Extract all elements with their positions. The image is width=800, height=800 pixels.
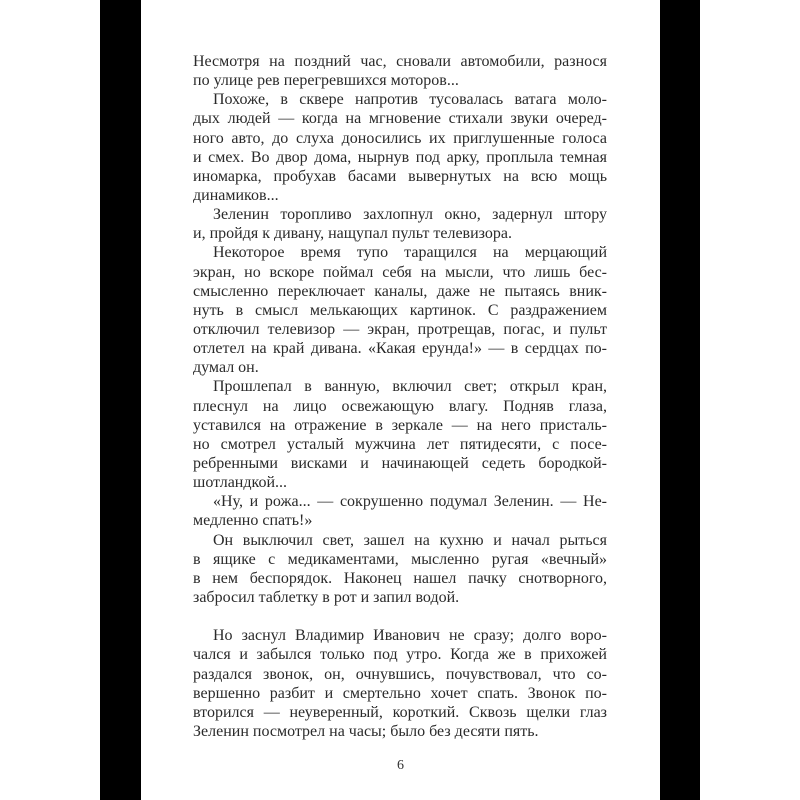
body-text	[193, 52, 607, 741]
paragraph	[193, 90, 607, 205]
text-line: по улице рев перегревшихся моторов...	[193, 72, 459, 90]
text-line: Похоже, в сквере напротив тусовалась ватага моло-	[213, 91, 607, 109]
page-number: 6	[397, 758, 404, 773]
text-line: иномарка, пробухав басами вывернутых на всю мощь	[193, 167, 607, 185]
scan-border-right	[660, 0, 700, 800]
text-line: Зеленин посмотрел на часы; было без десяти пять.	[193, 722, 539, 740]
text-line: и смех. Во двор дома, нырнув под арку, проплыла темная	[193, 148, 607, 166]
text-line: Но заснул Владимир Иванович не сразу; долго воро-	[213, 627, 607, 645]
text-line: Несмотря на поздний час, сновали автомобили, разнося	[193, 53, 607, 70]
text-line: забросил таблетку в рот и запил водой.	[193, 588, 460, 606]
text-line: экран, но вскоре поймал себя на мысли, что лишь бес-	[193, 263, 607, 281]
text-line: и, пройдя к дивану, нащупал пульт телевизора.	[193, 225, 512, 243]
text-line: отлетел на край дивана. «Какая ерунда!» — в сердцах по-	[193, 340, 607, 358]
text-line: динамиков...	[193, 186, 279, 204]
text-line: уставился на отражение в зеркале — на него присталь-	[193, 416, 607, 434]
text-line: отключил телевизор — экран, протрещав, погас, и пульт	[193, 320, 607, 338]
text-line: медленно спать!»	[193, 512, 313, 530]
text-line: в ящике с медикаментами, мысленно ругая «вечный»	[193, 550, 607, 568]
text-line: вершенно разбит и смертельно хочет спать. Звонок по-	[193, 684, 607, 702]
text-line: Прошлепал в ванную, включил свет; открыл кран,	[213, 378, 607, 396]
text-line: Он выключил свет, зашел на кухню и начал рыться	[213, 531, 607, 549]
scan-border-left	[100, 0, 141, 800]
text-line: думал он.	[193, 359, 259, 377]
text-line: но смотрел усталый мужчина лет пятидесяти, с посе-	[193, 435, 607, 453]
paragraph	[193, 531, 607, 608]
text-line: раздался звонок, он, очнувшись, почувствовал, что со-	[193, 665, 607, 683]
text-line: ребренными висками и начинающей седеть бородкой-	[193, 454, 607, 472]
paragraph	[193, 205, 607, 243]
paragraph	[193, 492, 607, 530]
text-line: Некоторое время тупо таращился на мерцающий	[213, 244, 607, 262]
section-break	[193, 607, 607, 626]
paragraph	[193, 377, 607, 492]
text-line: дых людей — когда на мгновение стихали звуки очеред-	[193, 110, 607, 128]
book-page	[141, 0, 660, 800]
text-line: шотландкой...	[193, 474, 288, 492]
paragraph	[193, 243, 607, 377]
text-line: Зеленин торопливо захлопнул окно, задернул штору	[213, 206, 607, 224]
text-line: чался и забылся только под утро. Когда же в прихожей	[193, 646, 607, 664]
paragraph	[193, 626, 607, 741]
text-line: ного авто, до слуха доносились их приглушенные голоса	[193, 129, 607, 147]
text-line: «Ну, и рожа... — сокрушенно подумал Зеленин. — Не-	[213, 493, 607, 511]
text-line: в нем беспорядок. Наконец нашел пачку снотворного,	[193, 569, 607, 587]
text-line: вторился — неуверенный, короткий. Сквозь щелки глаз	[193, 703, 607, 721]
text-line: плеснул на лицо освежающую влагу. Подняв глаза,	[193, 397, 607, 415]
text-line: нуть в смысл мелькающих картинок. С раздражением	[193, 301, 607, 319]
text-line: смысленно переключает каналы, даже не пытаясь вник-	[193, 282, 607, 300]
paragraph	[193, 52, 607, 90]
